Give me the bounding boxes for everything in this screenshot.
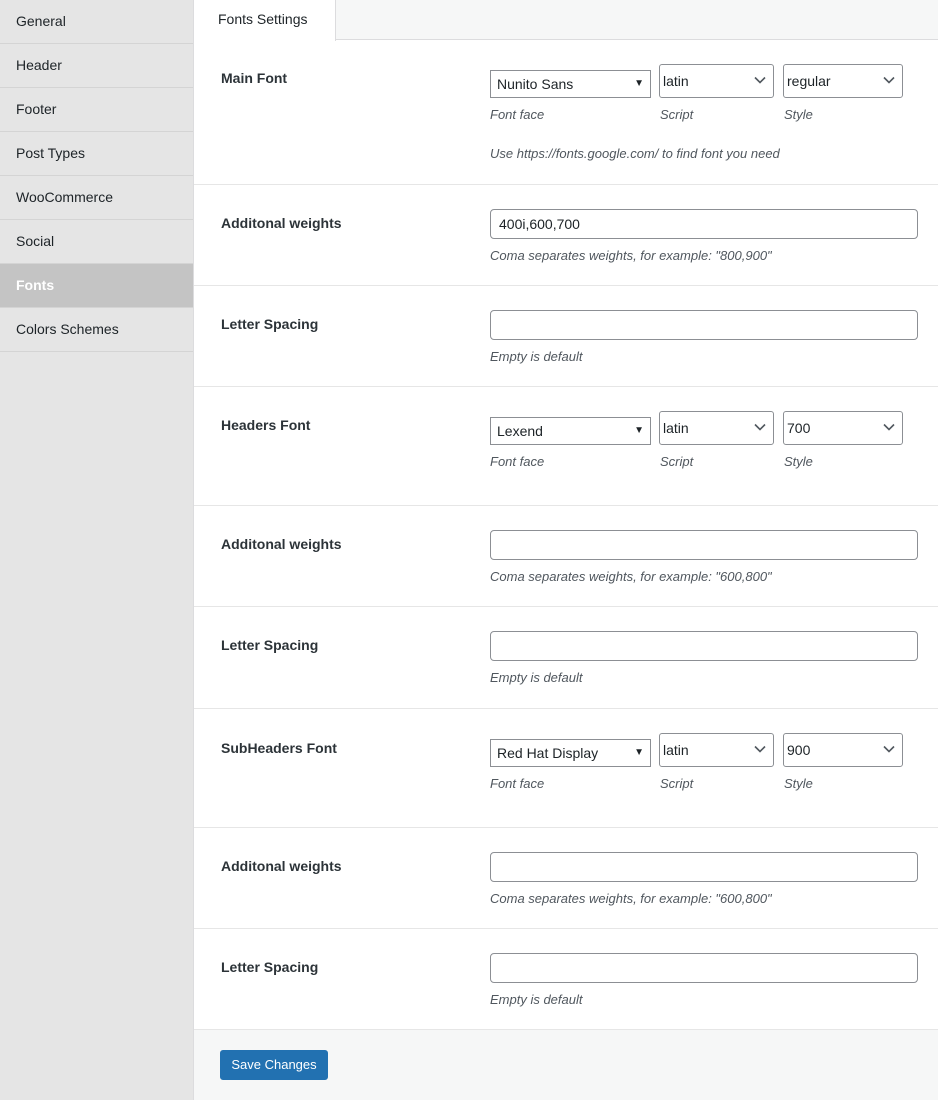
save-changes-button[interactable]: Save Changes	[220, 1050, 328, 1080]
caret-down-icon: ▼	[634, 425, 644, 436]
main-spacing-input[interactable]	[490, 310, 918, 340]
headers-font-style-select[interactable]	[783, 411, 903, 445]
caret-down-icon: ▼	[634, 78, 644, 89]
main-font-face-select[interactable]	[490, 70, 651, 98]
headers-font-script-value: latin	[663, 420, 689, 436]
main-font-label: Main Font	[221, 70, 288, 86]
subheaders-weights-label: Additonal weights	[221, 858, 342, 874]
main-spacing-label: Letter Spacing	[221, 316, 319, 332]
chevron-down-icon	[754, 745, 766, 753]
subheaders-font-face-value: Red Hat Display	[497, 745, 599, 761]
sidebar-item-post-types[interactable]: Post Types	[0, 132, 193, 176]
sidebar-item-woocommerce[interactable]: WooCommerce	[0, 176, 193, 220]
subheaders-font-style-value: 900	[787, 742, 811, 758]
sidebar-item-header[interactable]: Header	[0, 44, 193, 88]
main-font-style-select[interactable]	[783, 64, 903, 98]
settings-sidebar	[0, 0, 194, 1100]
headers-font-row	[194, 387, 938, 506]
headers-font-style-value: 700	[787, 420, 811, 436]
sidebar-item-social[interactable]: Social	[0, 220, 193, 264]
headers-weights-label: Additonal weights	[221, 536, 342, 552]
script-caption: Script	[660, 776, 694, 791]
headers-spacing-input[interactable]	[490, 631, 918, 661]
main-weights-help: Coma separates weights, for example: "800,900"	[490, 248, 772, 263]
sidebar-item-fonts[interactable]: Fonts	[0, 264, 193, 308]
chevron-down-icon	[754, 423, 766, 431]
headers-weights-row	[194, 506, 938, 607]
main-font-help: Use https://fonts.google.com/ to find font you need	[490, 146, 780, 161]
subheaders-font-style-select[interactable]	[783, 733, 903, 767]
tab-fonts-settings[interactable]: Fonts Settings	[194, 0, 336, 41]
chevron-down-icon	[883, 745, 895, 753]
main-font-script-select[interactable]	[659, 64, 774, 98]
headers-weights-help: Coma separates weights, for example: "600,800"	[490, 569, 772, 584]
main-font-style-value: regular	[787, 73, 831, 89]
headers-spacing-label: Letter Spacing	[221, 637, 319, 653]
headers-spacing-row	[194, 607, 938, 709]
font-face-caption: Font face	[490, 776, 545, 791]
subheaders-spacing-help: Empty is default	[490, 992, 583, 1007]
headers-font-label: Headers Font	[221, 417, 311, 433]
style-caption: Style	[784, 776, 813, 791]
subheaders-spacing-row	[194, 929, 938, 1030]
main-content	[194, 0, 938, 1100]
headers-spacing-help: Empty is default	[490, 670, 583, 685]
subheaders-weights-row	[194, 828, 938, 929]
chevron-down-icon	[883, 76, 895, 84]
chevron-down-icon	[754, 76, 766, 84]
sidebar-item-footer[interactable]: Footer	[0, 88, 193, 132]
script-caption: Script	[660, 107, 694, 122]
tab-bar	[194, 0, 938, 40]
main-font-row	[194, 40, 938, 185]
script-caption: Script	[660, 454, 694, 469]
settings-panel	[194, 40, 938, 1030]
subheaders-font-row	[194, 709, 938, 828]
sidebar-item-colors-schemes[interactable]: Colors Schemes	[0, 308, 193, 352]
main-weights-label: Additonal weights	[221, 215, 342, 231]
style-caption: Style	[784, 454, 813, 469]
main-font-script-value: latin	[663, 73, 689, 89]
sidebar-item-general[interactable]: General	[0, 0, 193, 44]
font-face-caption: Font face	[490, 454, 545, 469]
subheaders-spacing-label: Letter Spacing	[221, 959, 319, 975]
subheaders-spacing-input[interactable]	[490, 953, 918, 983]
main-weights-row	[194, 185, 938, 286]
style-caption: Style	[784, 107, 813, 122]
subheaders-font-label: SubHeaders Font	[221, 740, 337, 756]
chevron-down-icon	[883, 423, 895, 431]
main-font-face-value: Nunito Sans	[497, 76, 574, 92]
caret-down-icon: ▼	[634, 747, 644, 758]
subheaders-weights-input[interactable]	[490, 852, 918, 882]
font-face-caption: Font face	[490, 107, 545, 122]
subheaders-font-script-value: latin	[663, 742, 689, 758]
headers-font-face-select[interactable]	[490, 417, 651, 445]
main-spacing-help: Empty is default	[490, 349, 583, 364]
subheaders-weights-help: Coma separates weights, for example: "600,800"	[490, 891, 772, 906]
main-spacing-row	[194, 286, 938, 387]
headers-font-face-value: Lexend	[497, 423, 543, 439]
headers-weights-input[interactable]	[490, 530, 918, 560]
headers-font-script-select[interactable]	[659, 411, 774, 445]
main-weights-input[interactable]: 400i,600,700	[490, 209, 918, 239]
subheaders-font-script-select[interactable]	[659, 733, 774, 767]
subheaders-font-face-select[interactable]	[490, 739, 651, 767]
